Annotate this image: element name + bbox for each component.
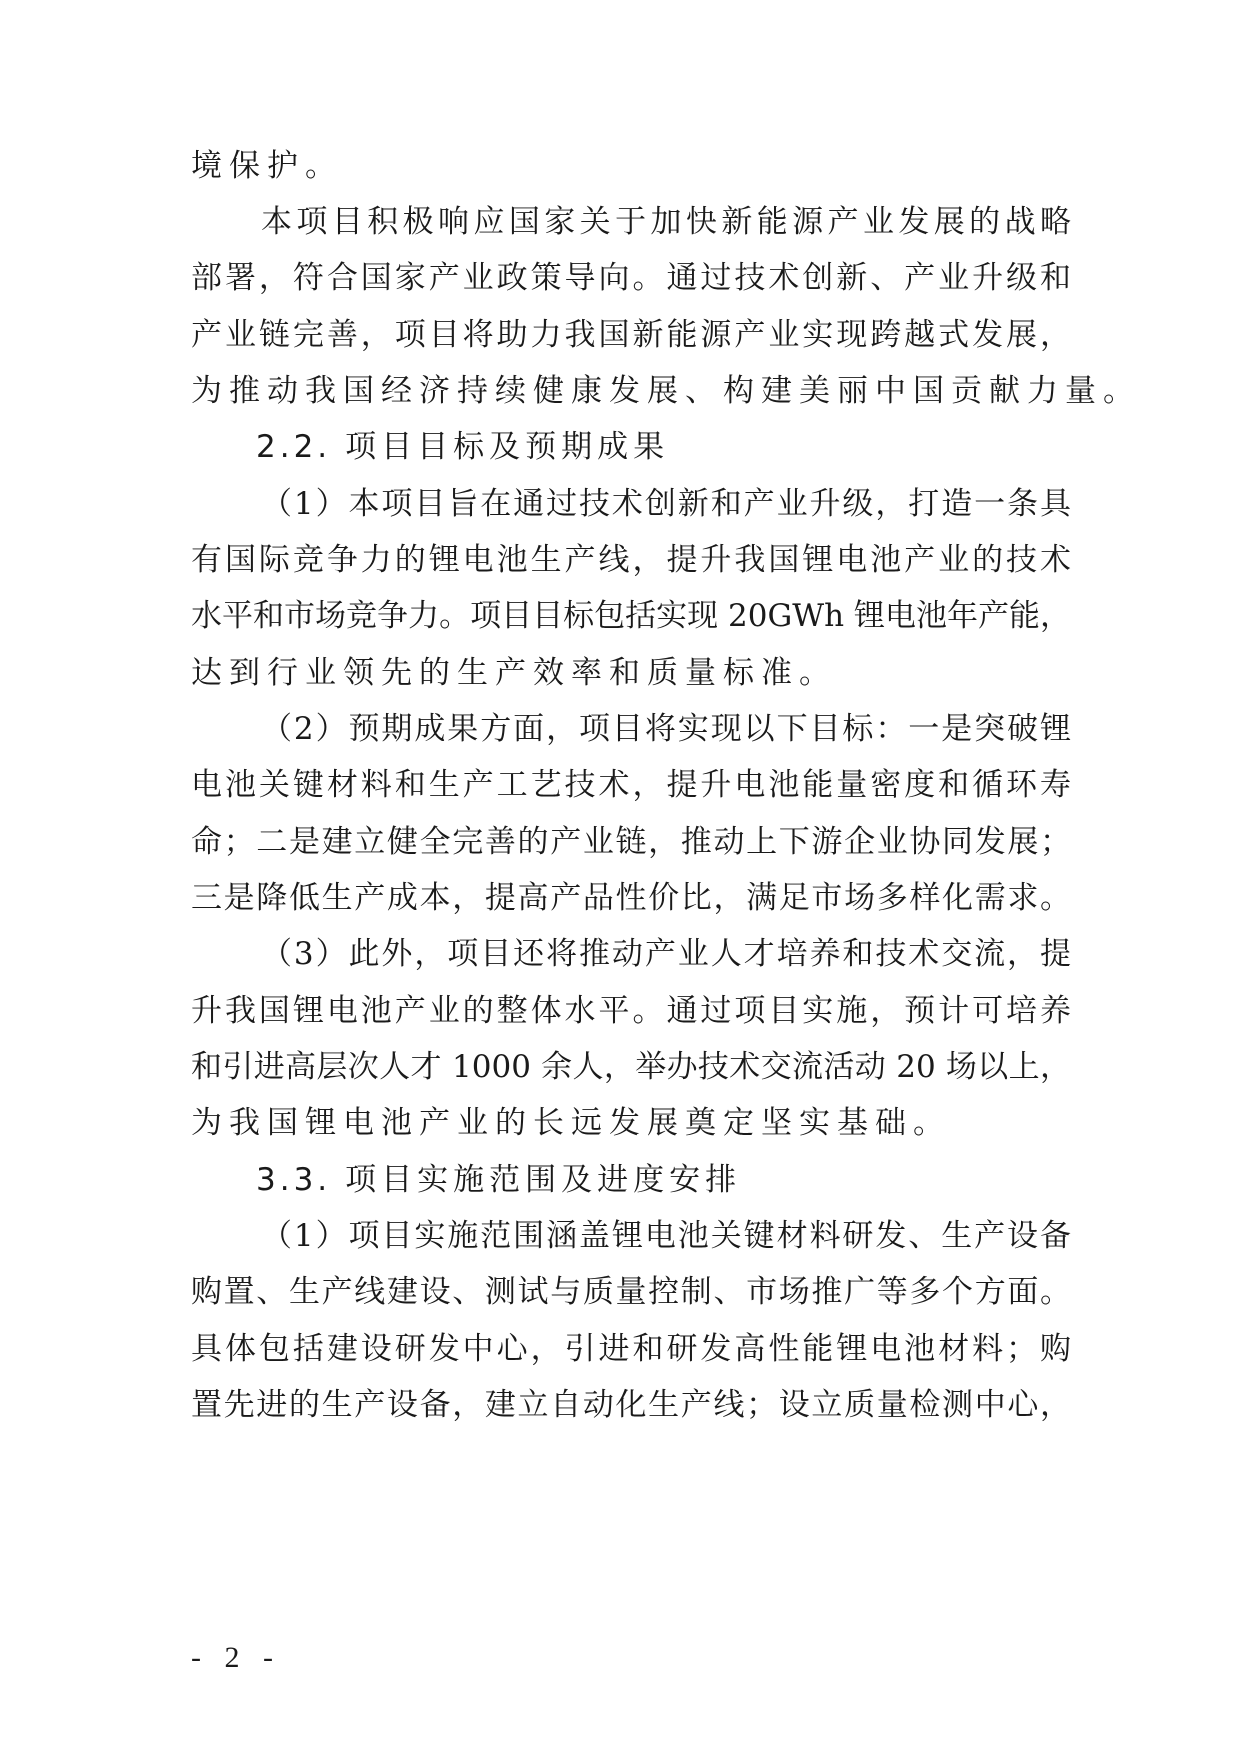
- text-line: （1）项目实施范围涵盖锂电池关键材料研发、生产设备: [261, 1218, 1071, 1254]
- text-line: （3）此外，项目还将推动产业人才培养和技术交流，提: [261, 936, 1071, 972]
- section-heading: [256, 427, 669, 467]
- text-line: 为推动我国经济持续健康发展、构建美丽中国贡献力量。: [191, 373, 1141, 409]
- section-heading: [256, 1160, 741, 1200]
- text-line: 电池关键材料和生产工艺技术，提升电池能量密度和循环寿: [191, 767, 1071, 803]
- text-line: 购置、生产线建设、测试与质量控制、市场推广等多个方面。: [191, 1274, 1071, 1310]
- text-line: 置先进的生产设备，建立自动化生产线；设立质量检测中心，: [191, 1387, 1071, 1423]
- text-line: 具体包括建设研发中心，引进和研发高性能锂电池材料；购: [191, 1331, 1071, 1367]
- text-line: 为我国锂电池产业的长远发展奠定坚实基础。: [191, 1105, 951, 1141]
- text-line: 部署，符合国家产业政策导向。通过技术创新、产业升级和: [191, 260, 1071, 296]
- text-line: 有国际竞争力的锂电池生产线，提升我国锂电池产业的技术: [191, 542, 1071, 578]
- text-line: （1）本项目旨在通过技术创新和产业升级，打造一条具: [261, 486, 1071, 522]
- text-line: 和引进高层次人才 1000 余人，举办技术交流活动 20 场以上，: [191, 1049, 1071, 1085]
- section-number: 3.3.: [256, 1162, 332, 1198]
- text-line: 升我国锂电池产业的整体水平。通过项目实施，预计可培养: [191, 993, 1071, 1029]
- text-line: 本项目积极响应国家关于加快新能源产业发展的战略: [261, 204, 1071, 240]
- text-line: 产业链完善，项目将助力我国新能源产业实现跨越式发展，: [191, 317, 1071, 353]
- section-title: 项目目标及预期成果: [345, 429, 670, 465]
- text-line: 三是降低生产成本，提高产品性价比，满足市场多样化需求。: [191, 880, 1071, 916]
- page-number: - 2 -: [191, 1641, 281, 1674]
- text-line: 达到行业领先的生产效率和质量标准。: [191, 655, 837, 691]
- section-number: 2.2.: [256, 429, 332, 465]
- text-line: （2）预期成果方面，项目将实现以下目标：一是突破锂: [261, 711, 1071, 747]
- text-line: 水平和市场竞争力。项目目标包括实现 20GWh 锂电池年产能，: [191, 598, 1071, 634]
- section-title: 项目实施范围及进度安排: [345, 1162, 742, 1198]
- text-line: 境保护。: [191, 148, 343, 184]
- text-line: 命；二是建立健全完善的产业链，推动上下游企业协同发展；: [191, 824, 1071, 860]
